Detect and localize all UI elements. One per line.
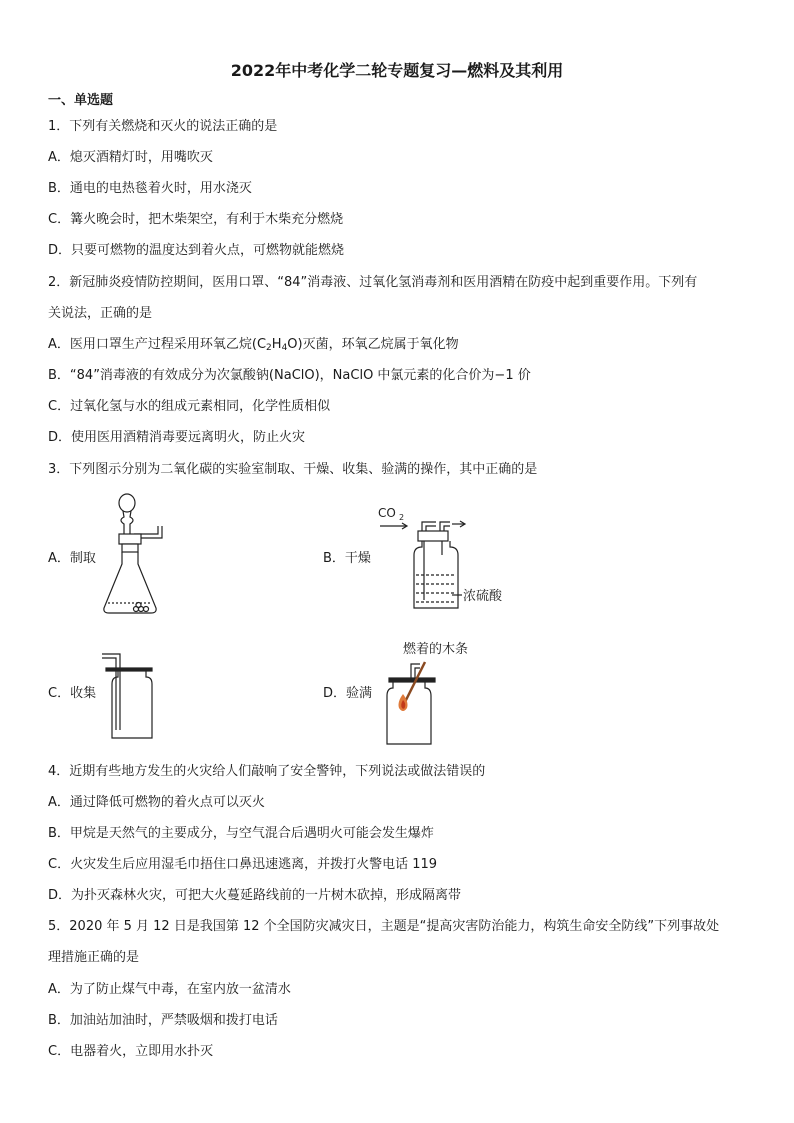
q4-option-c[interactable]: C．火灾发生后应用湿毛巾捂住口鼻迅速逃离，并拨打火警电话 119	[48, 857, 438, 872]
q1-stem: 1．下列有关燃烧和灭火的说法正确的是	[48, 119, 278, 134]
q1-option-c[interactable]: C．篝火晚会时，把木柴架空，有利于木柴充分燃烧	[48, 212, 344, 227]
q4-option-b[interactable]: B．甲烷是天然气的主要成分，与空气混合后遇明火可能会发生爆炸	[48, 826, 434, 841]
fig-d-label: 燃着的木条	[403, 642, 469, 657]
q2-stem-line1: 2．新冠肺炎疫情防控期间，医用口罩、“84”消毒液、过氧化氢消毒剂和医用酒精在防疫中起到重要作用。下列有	[48, 275, 698, 290]
q5-stem-line2: 理措施正确的是	[48, 950, 140, 965]
q1-option-a[interactable]: A．熄灭酒精灯时，用嘴吹灭	[48, 150, 213, 165]
figure-co2-collection	[100, 650, 160, 745]
q1-option-b[interactable]: B．通电的电热毯着火时，用水浇灭	[48, 181, 252, 196]
figure-co2-full-check	[385, 636, 495, 748]
q4-stem: 4．近期有些地方发生的火灾给人们敲响了安全警钟，下列说法或做法错误的	[48, 764, 486, 779]
q2-option-a-text1: A．医用口罩生产过程采用环氧乙烷(C	[48, 337, 267, 352]
fig-b-gas-subscript: 2	[399, 513, 405, 522]
q3-option-a[interactable]: A．制取	[48, 551, 96, 566]
q2-option-c[interactable]: C．过氧化氢与水的组成元素相同，化学性质相似	[48, 399, 331, 414]
section-heading: 一、单选题	[48, 93, 114, 108]
q5-option-b[interactable]: B．加油站加油时，严禁吸烟和拨打电话	[48, 1013, 278, 1028]
q5-option-a[interactable]: A．为了防止煤气中毒，在室内放一盆清水	[48, 982, 291, 997]
q4-option-d[interactable]: D．为扑灭森林火灾，可把大火蔓延路线前的一片树木砍掉，形成隔离带	[48, 888, 462, 903]
q2-option-a-sub1: 2	[266, 343, 272, 353]
fig-b-gas-label: CO	[378, 506, 396, 520]
fig-b-liquid-label: 浓硫酸	[463, 589, 503, 604]
q3-option-c[interactable]: C．收集	[48, 686, 97, 701]
figure-co2-drying	[378, 500, 518, 615]
q3-option-d[interactable]: D．验满	[323, 686, 373, 701]
q2-option-a-text2: H	[271, 337, 282, 352]
q2-option-a-text3: O)灭菌，环氧乙烷属于氧化物	[287, 337, 459, 352]
q5-stem-line1: 5．2020 年 5 月 12 日是我国第 12 个全国防灾减灾日，主题是“提高灾害防治能力，构筑生命安全防线”下列事故处	[48, 919, 720, 934]
page-title: 2022年中考化学二轮专题复习—燃料及其利用	[230, 61, 564, 80]
q3-option-b[interactable]: B．干燥	[323, 551, 371, 566]
q2-stem-line2: 关说法，正确的是	[48, 306, 153, 321]
q2-option-d[interactable]: D．使用医用酒精消毒要远离明火，防止火灾	[48, 430, 306, 445]
q2-option-a-sub2: 4	[281, 343, 288, 353]
q1-option-d[interactable]: D．只要可燃物的温度达到着火点，可燃物就能燃烧	[48, 243, 345, 258]
q2-option-b[interactable]: B．“84”消毒液的有效成分为次氯酸钠(NaClO)，NaClO 中氯元素的化合价为−1 价	[48, 368, 531, 383]
q4-option-a[interactable]: A．通过降低可燃物的着火点可以灭火	[48, 795, 265, 810]
q5-option-c[interactable]: C．电器着火，立即用水扑灭	[48, 1044, 214, 1059]
q2-option-a[interactable]	[48, 336, 459, 357]
q3-stem: 3．下列图示分别为二氧化碳的实验室制取、干燥、收集、验满的操作，其中正确的是	[48, 462, 538, 477]
figure-co2-generation	[100, 490, 170, 620]
